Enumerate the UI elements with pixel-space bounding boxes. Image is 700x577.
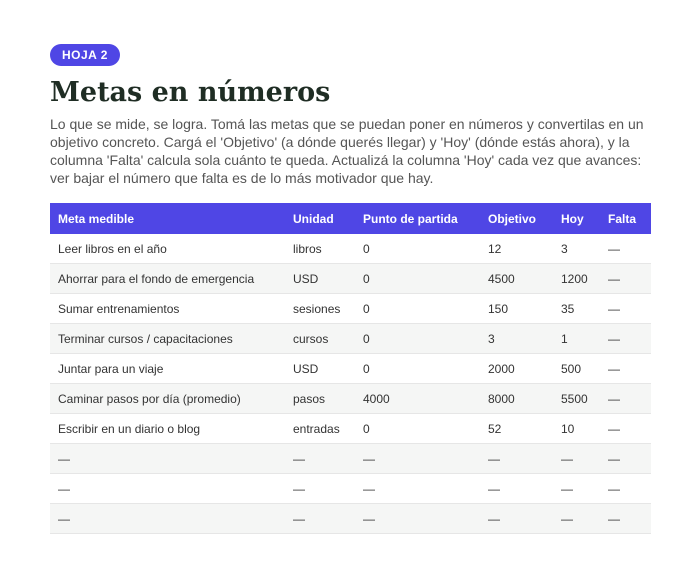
- table-row: [50, 444, 651, 474]
- table-row: [50, 234, 651, 264]
- cell-falta[interactable]: —: [600, 414, 651, 444]
- cell-hoy[interactable]: 1200: [553, 264, 600, 294]
- cell-unidad[interactable]: —: [285, 444, 355, 474]
- cell-punto-partida[interactable]: 0: [355, 414, 480, 444]
- cell-meta[interactable]: —: [50, 504, 285, 534]
- cell-falta[interactable]: —: [600, 264, 651, 294]
- cell-falta[interactable]: —: [600, 324, 651, 354]
- cell-punto-partida[interactable]: —: [355, 444, 480, 474]
- cell-hoy[interactable]: 3: [553, 234, 600, 264]
- cell-objetivo[interactable]: 4500: [480, 264, 553, 294]
- cell-meta[interactable]: Escribir en un diario o blog: [50, 414, 285, 444]
- table-row: [50, 324, 651, 354]
- col-header-unidad: Unidad: [285, 203, 355, 234]
- cell-falta[interactable]: —: [600, 354, 651, 384]
- cell-unidad[interactable]: pasos: [285, 384, 355, 414]
- cell-unidad[interactable]: entradas: [285, 414, 355, 444]
- cell-unidad[interactable]: —: [285, 504, 355, 534]
- table-header-row: [50, 203, 651, 234]
- cell-objetivo[interactable]: 150: [480, 294, 553, 324]
- col-header-objetivo: Objetivo: [480, 203, 553, 234]
- col-header-hoy: Hoy: [553, 203, 600, 234]
- cell-hoy[interactable]: —: [553, 474, 600, 504]
- cell-unidad[interactable]: sesiones: [285, 294, 355, 324]
- cell-unidad[interactable]: USD: [285, 354, 355, 384]
- cell-unidad[interactable]: cursos: [285, 324, 355, 354]
- table-row: [50, 414, 651, 444]
- table-row: [50, 504, 651, 534]
- cell-objetivo[interactable]: —: [480, 504, 553, 534]
- col-header-punto-partida: Punto de partida: [355, 203, 480, 234]
- cell-punto-partida[interactable]: —: [355, 504, 480, 534]
- col-header-meta: Meta medible: [50, 203, 285, 234]
- table-row: [50, 264, 651, 294]
- cell-hoy[interactable]: 1: [553, 324, 600, 354]
- cell-punto-partida[interactable]: —: [355, 474, 480, 504]
- cell-hoy[interactable]: 5500: [553, 384, 600, 414]
- table-body: [50, 234, 651, 534]
- cell-objetivo[interactable]: —: [480, 474, 553, 504]
- cell-hoy[interactable]: 10: [553, 414, 600, 444]
- page-title: Metas en números: [50, 77, 331, 108]
- cell-falta[interactable]: —: [600, 384, 651, 414]
- col-header-falta: Falta: [600, 203, 651, 234]
- table-row: [50, 294, 651, 324]
- cell-falta[interactable]: —: [600, 444, 651, 474]
- cell-punto-partida[interactable]: 0: [355, 264, 480, 294]
- cell-meta[interactable]: Caminar pasos por día (promedio): [50, 384, 285, 414]
- intro-paragraph: Lo que se mide, se logra. Tomá las metas que se puedan poner en números y convertilas en un objetivo concreto. Cargá el 'Objetivo' (a dónde querés llegar) y 'Hoy' (dónde estás ahora), y la columna 'Falta' calcula sola cuánto te queda. Actualizá la columna 'Hoy' cada vez que avances: ver bajar el número que falta es de lo más motivador que hay.: [50, 116, 644, 186]
- cell-hoy[interactable]: —: [553, 504, 600, 534]
- cell-hoy[interactable]: 500: [553, 354, 600, 384]
- cell-objetivo[interactable]: 8000: [480, 384, 553, 414]
- table-row: [50, 474, 651, 504]
- cell-meta[interactable]: Terminar cursos / capacitaciones: [50, 324, 285, 354]
- cell-punto-partida[interactable]: 0: [355, 354, 480, 384]
- cell-punto-partida[interactable]: 0: [355, 294, 480, 324]
- cell-objetivo[interactable]: 12: [480, 234, 553, 264]
- cell-meta[interactable]: —: [50, 474, 285, 504]
- cell-hoy[interactable]: —: [553, 444, 600, 474]
- sheet-badge: HOJA 2: [50, 44, 120, 66]
- cell-unidad[interactable]: —: [285, 474, 355, 504]
- cell-falta[interactable]: —: [600, 234, 651, 264]
- goals-table: [50, 203, 651, 534]
- cell-objetivo[interactable]: 3: [480, 324, 553, 354]
- cell-meta[interactable]: Juntar para un viaje: [50, 354, 285, 384]
- cell-unidad[interactable]: libros: [285, 234, 355, 264]
- cell-punto-partida[interactable]: 0: [355, 234, 480, 264]
- cell-falta[interactable]: —: [600, 474, 651, 504]
- table-row: [50, 384, 651, 414]
- cell-punto-partida[interactable]: 4000: [355, 384, 480, 414]
- cell-objetivo[interactable]: —: [480, 444, 553, 474]
- cell-hoy[interactable]: 35: [553, 294, 600, 324]
- cell-objetivo[interactable]: 52: [480, 414, 553, 444]
- cell-falta[interactable]: —: [600, 504, 651, 534]
- cell-meta[interactable]: Ahorrar para el fondo de emergencia: [50, 264, 285, 294]
- table-row: [50, 354, 651, 384]
- cell-meta[interactable]: —: [50, 444, 285, 474]
- cell-objetivo[interactable]: 2000: [480, 354, 553, 384]
- cell-meta[interactable]: Leer libros en el año: [50, 234, 285, 264]
- cell-falta[interactable]: —: [600, 294, 651, 324]
- cell-meta[interactable]: Sumar entrenamientos: [50, 294, 285, 324]
- cell-unidad[interactable]: USD: [285, 264, 355, 294]
- cell-punto-partida[interactable]: 0: [355, 324, 480, 354]
